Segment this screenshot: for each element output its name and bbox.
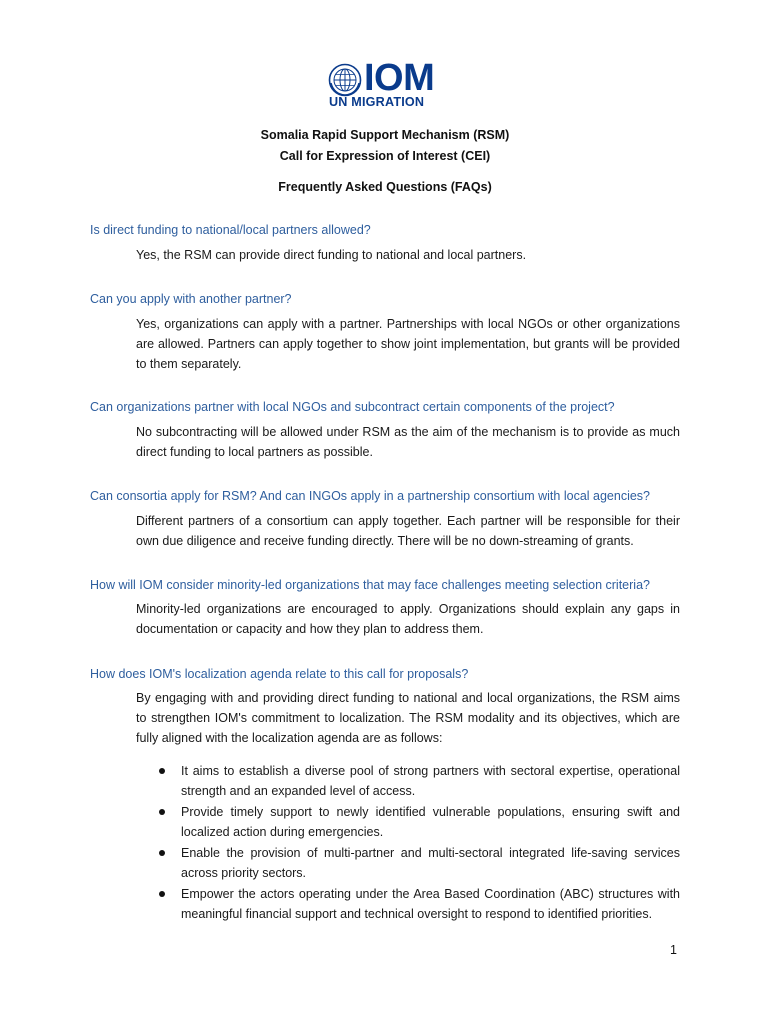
list-item-text: It aims to establish a diverse pool of strong partners with sectoral expertise, operational strength and an expanded level of access. <box>181 764 680 798</box>
faq-answer: Minority-led organizations are encouraged to apply. Organizations should explain any gaps in documentation or capacity and how they plan to address them. <box>136 602 680 636</box>
faq-question: How will IOM consider minority-led organizations that may face challenges meeting selection criteria? <box>90 578 650 592</box>
un-globe-emblem-icon <box>328 63 362 97</box>
bullet-icon <box>159 809 165 815</box>
faq-question: How does IOM's localization agenda relate to this call for proposals? <box>90 667 469 681</box>
page-number: 1 <box>670 943 677 957</box>
list-item <box>136 843 680 883</box>
objectives-list <box>136 761 680 925</box>
faq-answer: No subcontracting will be allowed under RSM as the aim of the mechanism is to provide as much direct funding to local partners as possible. <box>136 425 680 459</box>
iom-logo <box>328 57 446 110</box>
faq-question: Can consortia apply for RSM? And can INGOs apply in a partnership consortium with local agencies? <box>90 489 651 503</box>
list-item-text: Provide timely support to newly identified vulnerable populations, ensuring swift and localized action during emergencies. <box>181 805 680 839</box>
faq-answer: By engaging with and providing direct funding to national and local organizations, the RSM aims to strengthen IOM's commitment to localization. The RSM modality and its objectives, which are fully aligned with the localization agenda are as follows: <box>136 691 680 745</box>
faq-question: Can you apply with another partner? <box>90 292 292 306</box>
list-item-text: Enable the provision of multi-partner and multi-sectoral integrated life-saving services across priority sectors. <box>181 846 680 880</box>
document-title: Somalia Rapid Support Mechanism (RSM) <box>260 128 510 142</box>
faq-answer: Yes, organizations can apply with a partner. Partnerships with local NGOs or other organizations are allowed. Partners can apply together to show joint implementation, but grants will be provided to them separately. <box>136 317 680 371</box>
faq-answer: Yes, the RSM can provide direct funding to national and local partners. <box>136 248 527 262</box>
document-subtitle: Call for Expression of Interest (CEI) <box>279 149 491 163</box>
bullet-icon <box>159 850 165 856</box>
list-item <box>136 761 680 801</box>
logo-subtitle: UN MIGRATION <box>329 95 425 109</box>
list-item <box>136 884 680 924</box>
logo-wordmark: IOM <box>364 57 435 99</box>
list-item-text: Empower the actors operating under the Area Based Coordination (ABC) structures with meaningful financial support and technical oversight to respond to identified priorities. <box>181 887 680 921</box>
faq-question: Can organizations partner with local NGOs and subcontract certain components of the project? <box>90 400 615 414</box>
faq-answer: Different partners of a consortium can apply together. Each partner will be responsible for their own due diligence and receive funding directly. There will be no down-streaming of grants. <box>136 514 680 548</box>
bullet-icon <box>159 768 165 774</box>
faq-question: Is direct funding to national/local partners allowed? <box>90 223 371 237</box>
faq-heading: Frequently Asked Questions (FAQs) <box>278 180 492 194</box>
bullet-icon <box>159 891 165 897</box>
list-item <box>136 802 680 842</box>
